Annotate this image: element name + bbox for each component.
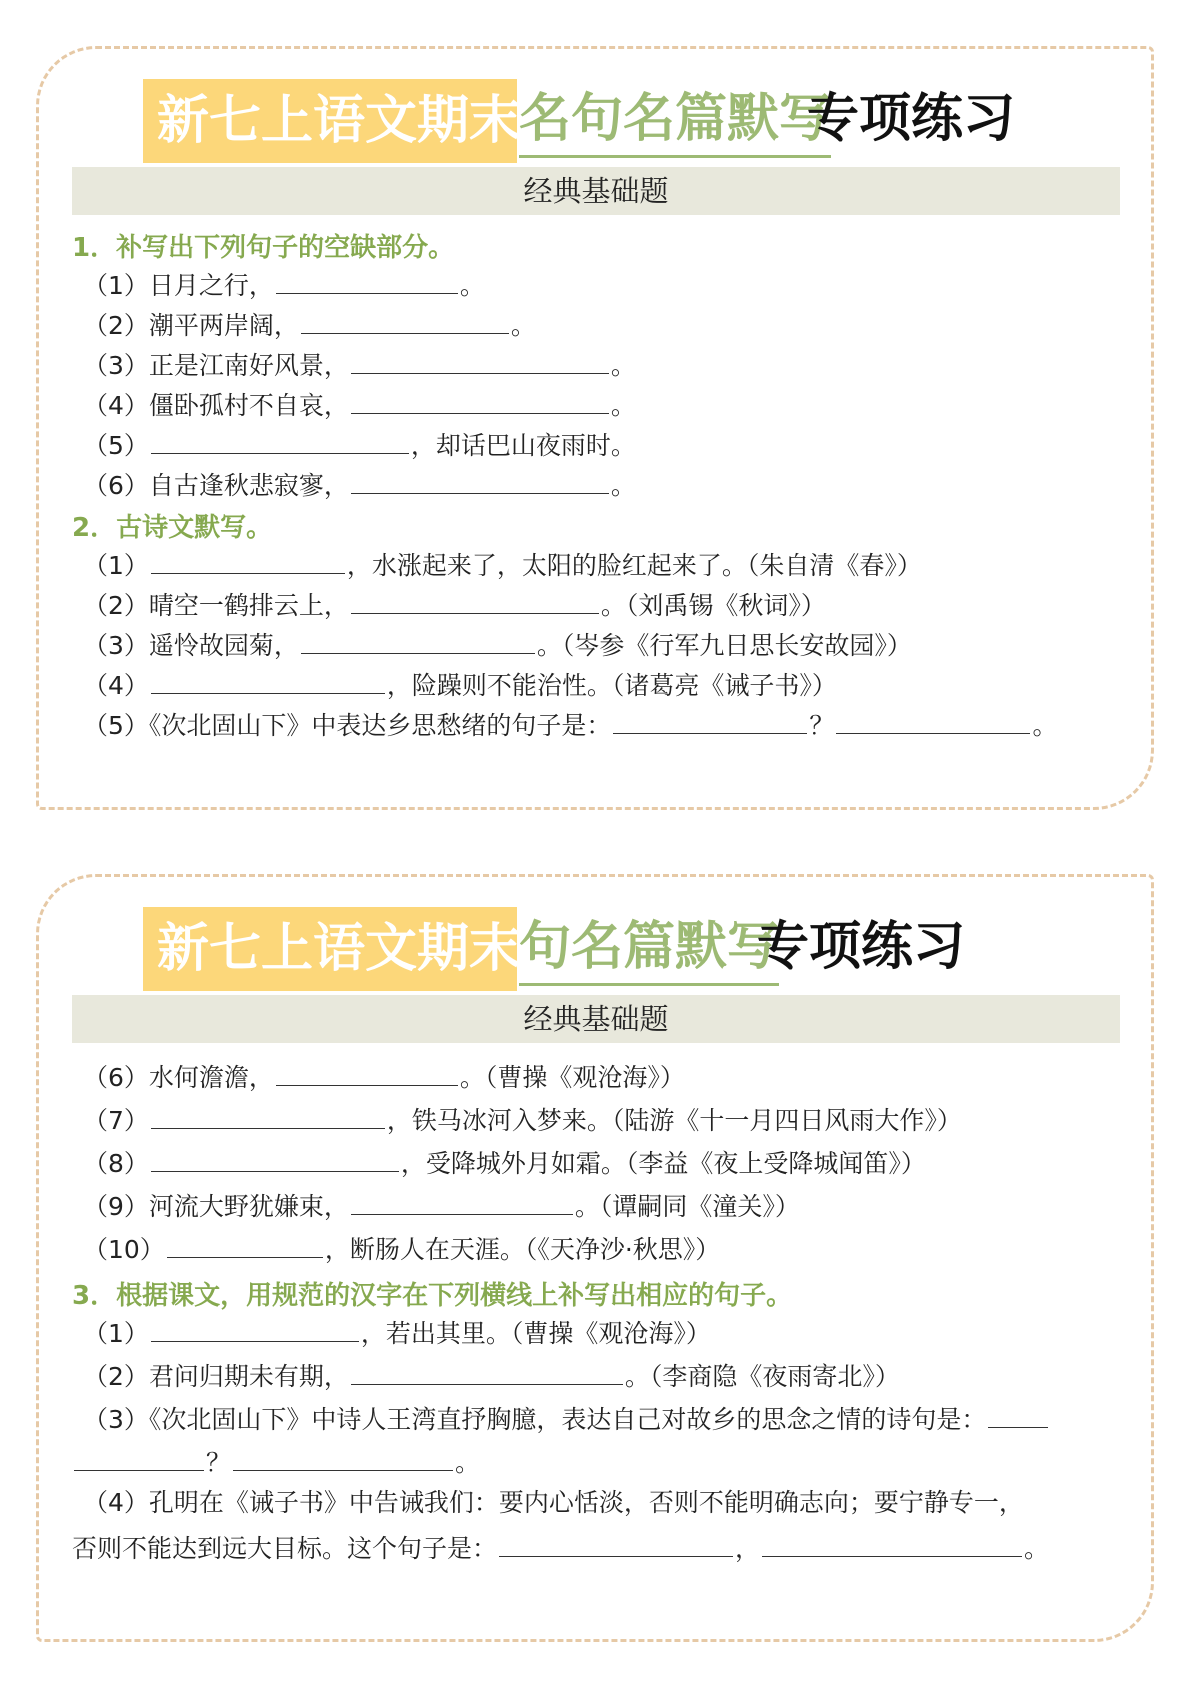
title-highlight: 新七上语文期末 [143,907,517,991]
answer-blank[interactable] [276,1059,458,1086]
answer-blank[interactable] [988,1401,1048,1428]
q1-item-1: （1）日月之行， 。 [83,267,485,302]
q2-item-3: （3）遥怜故园菊， 。（岑参《行军九日思长安故园》） [83,627,912,662]
q3-item-3: （3）《次北固山下》中诗人王湾直抒胸臆，表达自己对故乡的思念之情的诗句是： [83,1401,1050,1436]
q1-item-4: （4）僵卧孤村不自哀， 。 [83,387,636,422]
q1-item-6: （6）自古逢秋悲寂寥， 。 [83,467,636,502]
answer-blank[interactable] [233,1444,453,1471]
question-1-heading: 1．补写出下列句子的空缺部分。 [72,233,455,263]
q1-item-5: （5） ，却话巴山夜雨时。 [83,427,636,462]
q2-item-10: （10） ，断肠人在天涯。（《天净沙·秋思》） [83,1231,720,1266]
title-green-text: 名句名篇默写 [519,83,831,158]
q2-item-2: （2）晴空一鹤排云上， 。（刘禹锡《秋词》） [83,587,826,622]
answer-blank[interactable] [151,427,409,454]
q3-item-2: （2）君问归期未有期， 。（李商隐《夜雨寄北》） [83,1358,900,1393]
answer-blank[interactable] [74,1444,204,1471]
q2-item-7: （7） ，铁马冰河入梦来。（陆游《十一月四日风雨大作》） [83,1102,962,1137]
answer-blank[interactable] [351,1188,573,1215]
title-green-text: 句名篇默写 [519,911,779,986]
q2-item-5: （5）《次北固山下》中表达乡思愁绪的句子是： ？ 。 [83,707,1057,742]
q3-item-4-cont: 否则不能达到远大目标。这个句子是： ， 。 [72,1530,1049,1565]
section-band: 经典基础题 [72,167,1120,215]
answer-blank[interactable] [151,667,385,694]
q2-item-4: （4） ，险躁则不能治性。（诸葛亮《诫子书》） [83,667,837,702]
answer-blank[interactable] [762,1530,1022,1557]
q2-item-6: （6）水何澹澹， 。（曹操《观沧海》） [83,1059,685,1094]
exercise-card-2 [36,874,1154,1642]
exercise-card-1 [36,46,1154,810]
answer-blank[interactable] [351,347,609,374]
q2-item-1: （1） ，水涨起来了，太阳的脸红起来了。（朱自清《春》） [83,547,922,582]
answer-blank[interactable] [351,587,599,614]
q3-item-1: （1） ，若出其里。（曹操《观沧海》） [83,1315,711,1350]
answer-blank[interactable] [351,1358,623,1385]
section-band: 经典基础题 [72,995,1120,1043]
answer-blank[interactable] [301,307,509,334]
answer-blank[interactable] [276,267,458,294]
question-3-heading: 3．根据课文，用规范的汉字在下列横线上补写出相应的句子。 [72,1281,793,1311]
answer-blank[interactable] [351,467,609,494]
q3-item-3-cont: ？ 。 [72,1444,480,1479]
answer-blank[interactable] [301,627,535,654]
answer-blank[interactable] [151,1145,399,1172]
q2-item-8: （8） ，受降城外月如霜。（李益《夜上受降城闻笛》） [83,1145,926,1180]
q1-item-3: （3）正是江南好风景， 。 [83,347,636,382]
title-black-text: 专项练习 [807,89,1016,149]
answer-blank[interactable] [499,1530,733,1557]
answer-blank[interactable] [151,547,345,574]
answer-blank[interactable] [613,707,807,734]
answer-blank[interactable] [167,1231,323,1258]
q2-item-9: （9）河流大野犹嫌束， 。（谭嗣同《潼关》） [83,1188,800,1223]
answer-blank[interactable] [836,707,1030,734]
question-2-heading: 2．古诗文默写。 [72,513,273,543]
title-black-text: 专项练习 [757,917,966,977]
answer-blank[interactable] [351,387,609,414]
title-highlight: 新七上语文期末 [143,79,517,163]
q3-item-4: （4）孔明在《诫子书》中告诫我们：要内心恬淡，否则不能明确志向；要宁静专一， [83,1488,1024,1517]
q1-item-2: （2）潮平两岸阔， 。 [83,307,536,342]
answer-blank[interactable] [151,1315,359,1342]
answer-blank[interactable] [151,1102,385,1129]
